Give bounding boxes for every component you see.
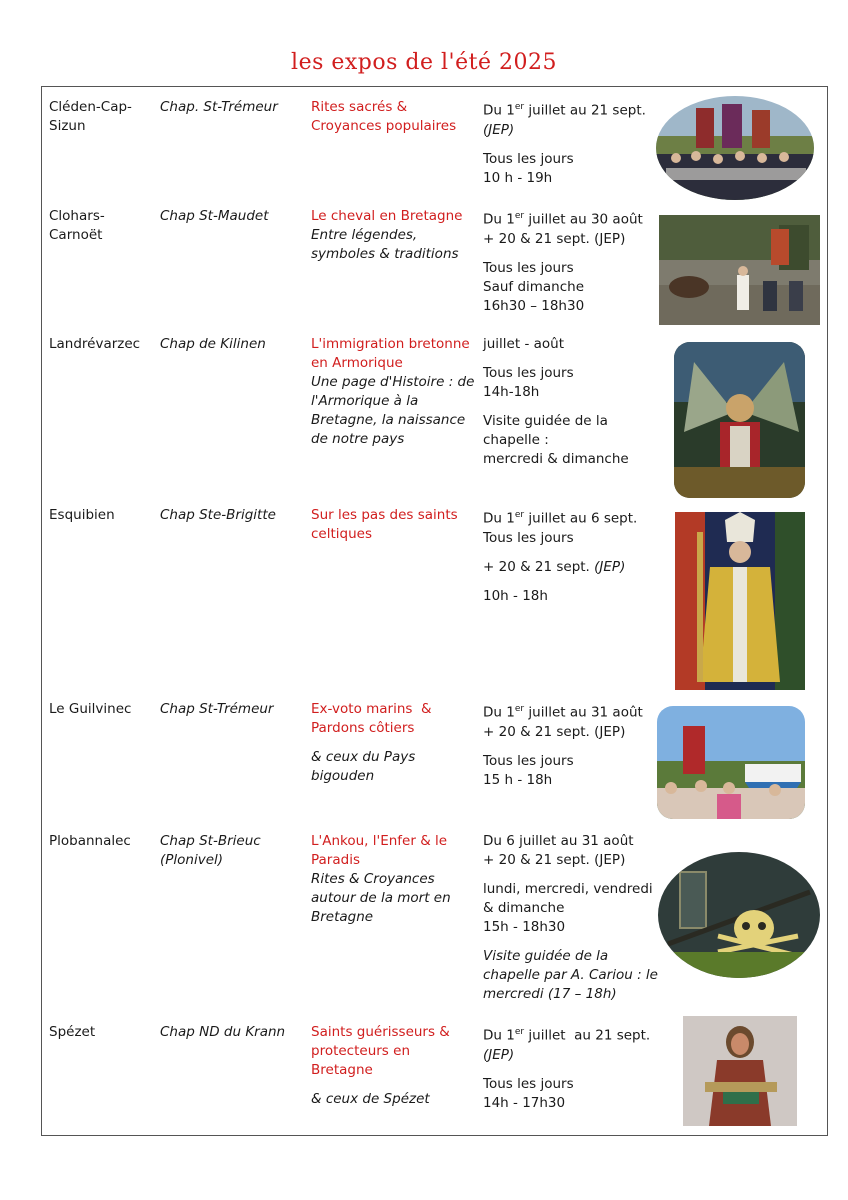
dates: Du 6 juillet au 31 août + 20 & 21 sept. (JEP) lundi, mercredi, vendredi & dimanche 15h - 18h30 Visite guidée de la chapelle par A. Cariou : le mercredi (17 – 18h) — [483, 833, 658, 1002]
stained-glass-bishop-photo — [675, 512, 805, 690]
wooden-statue-photo — [683, 1016, 797, 1126]
dates: Du 1er juillet au 31 août + 20 & 21 sept. (JEP) Tous les jours 15 h - 18h — [483, 704, 643, 788]
chapel-name: Chap St-Maudet — [160, 208, 269, 224]
procession-banners-photo — [656, 96, 814, 200]
chapel-name: Chap St-Brieuc (Plonivel) — [160, 833, 261, 868]
dates: juillet - août Tous les jours 14h-18h Visite guidée de la chapelle : mercredi & dimanche — [483, 336, 629, 467]
expo-description: Ex-voto marins & Pardons côtiers & ceux du Pays bigouden — [311, 701, 436, 784]
town-name: Clohars-Carnoët — [49, 208, 105, 243]
chapel-name: Chap Ste-Brigitte — [160, 507, 276, 523]
chapel-name: Chap ND du Krann — [160, 1024, 286, 1040]
town-name: Spézet — [49, 1024, 96, 1040]
town-name: Cléden-Cap-Sizun — [49, 99, 132, 134]
skull-painting-photo — [658, 852, 820, 978]
town-name: Le Guilvinec — [49, 701, 132, 717]
town-name: Esquibien — [49, 507, 115, 523]
dates: Du 1er juillet au 6 sept. Tous les jours + 20 & 21 sept. (JEP) 10h - 18h — [483, 510, 638, 604]
expo-description: L'Ankou, l'Enfer & le Paradis Rites & Croyances autour de la mort en Bretagne — [311, 833, 451, 925]
dates: Du 1er juillet au 30 août + 20 & 21 sept. (JEP) Tous les jours Sauf dimanche 16h30 – 18h30 — [483, 211, 643, 314]
expo-description: Le cheval en Bretagne Entre légendes, symboles & traditions — [311, 208, 463, 262]
dates: Du 1er juillet au 21 sept. (JEP) Tous les jours 10 h - 19h — [483, 102, 646, 186]
chapel-name: Chap de Kilinen — [160, 336, 266, 352]
expo-description: L'immigration bretonne en Armorique Une page d'Histoire : de l'Armorique à la Bretagne, la naissance de notre pays — [311, 336, 475, 447]
town-name: Plobannalec — [49, 833, 131, 849]
page-title: les expos de l'été 2025 — [291, 50, 557, 75]
maritime-procession-photo — [657, 706, 805, 819]
expo-title: Rites sacrés & Croyances populaires — [311, 99, 457, 134]
horse-pardon-photo — [659, 215, 820, 325]
chapel-name: Chap St-Trémeur — [160, 701, 274, 717]
dates: Du 1er juillet au 21 sept. (JEP) Tous les jours 14h - 17h30 — [483, 1027, 651, 1111]
expo-title: Sur les pas des saints celtiques — [311, 507, 458, 542]
stained-glass-saint-photo — [674, 342, 805, 498]
expo-description: Saints guérisseurs & protecteurs en Bretagne & ceux de Spézet — [311, 1024, 450, 1107]
town-name: Landrévarzec — [49, 336, 141, 352]
chapel-name: Chap. St-Trémeur — [160, 99, 278, 115]
